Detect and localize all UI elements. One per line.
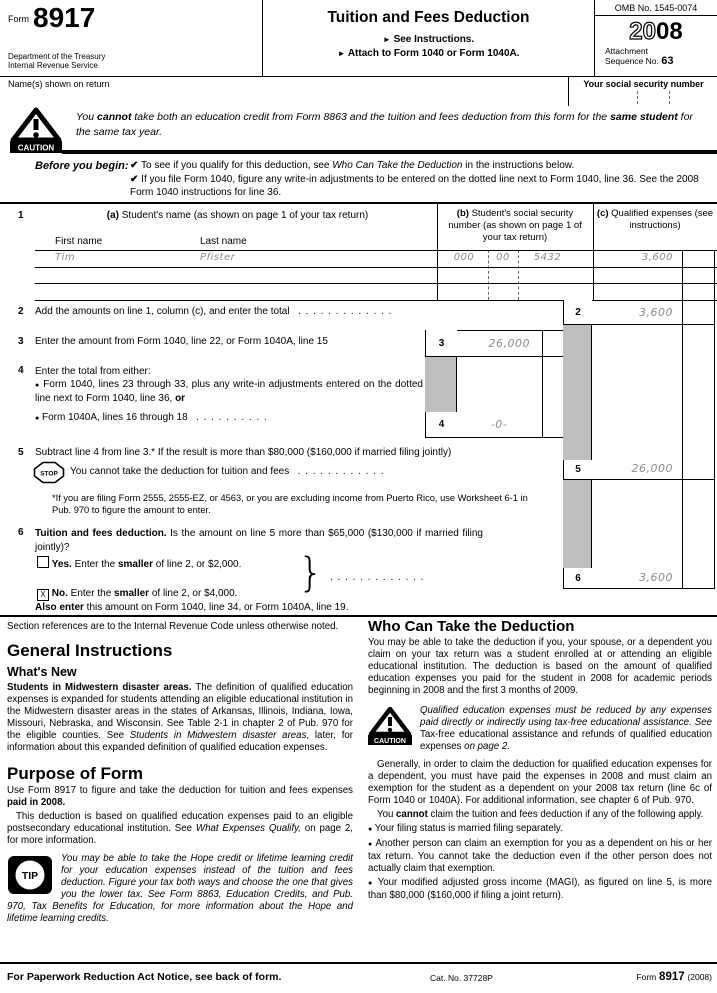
line3-value[interactable]: 26,000 <box>488 336 530 350</box>
caution-icon-label: CAUTION <box>374 738 406 745</box>
line6-box-label: 6 <box>563 568 592 588</box>
ssn-separator <box>669 91 670 104</box>
line6-also: Also enter this amount on Form 1040, line 34, or Form 1040A, line 19. <box>35 602 349 613</box>
footer-form-id: Form 8917 (2008) <box>636 971 712 983</box>
form-word: Form <box>8 14 29 24</box>
line5-footnote: *If you are filing Form 2555, 2555-EZ, or 4563, or you are excluding income from Puerto Rico, use Worksheet 6-1 in Pub. 970 to figure the amount to enter. <box>52 493 528 515</box>
tip-icon-label: TIP <box>21 870 39 882</box>
whats-new-heading: What's New <box>7 665 77 679</box>
box-grid-line <box>425 437 563 438</box>
line4-text <box>35 365 423 425</box>
line3-text: Enter the amount from Form 1040, line 22, or Form 1040A, line 15 <box>35 336 328 347</box>
omb-number: OMB No. 1545-0074 <box>595 0 717 16</box>
box-grid-line <box>714 300 715 588</box>
cannot-claim-bullet: ● Your modified adjusted gross income (MAGI), as figured on line 5, is more than $80,000 ($160,000 if filing a joint return). <box>368 877 712 901</box>
name-input-area[interactable] <box>8 87 558 105</box>
first-name-header: First name <box>55 236 103 247</box>
form-title-block <box>263 0 594 76</box>
table-grid-line <box>437 204 438 300</box>
notice-bottom-bar <box>62 150 717 154</box>
ssn-separator <box>637 91 638 104</box>
student-last-name-cell[interactable]: Pfister <box>200 252 236 263</box>
check-icon: ✔ <box>130 160 139 171</box>
agency-irs: Internal Revenue Service <box>8 61 98 70</box>
tip-text: You may be able to take the Hope credit or lifetime learning credit for your education expenses instead of the tuition and fees deduction. Figure your tax both ways and choose the one that gives you the lower tax. See Form 8863, Education Credits, and Pub. 970, Tax Benefits for Education, for more information about the Hope and lifetime learning credits. <box>7 853 353 924</box>
box-grid-line <box>682 300 683 588</box>
box-grid-line <box>563 324 715 325</box>
agency-treasury: Department of the Treasury <box>8 52 106 61</box>
box-grid-line <box>542 330 543 437</box>
who-can-take-paragraph: You may be able to take the deduction if you, your spouse, or a dependent you claim on your tax return was a student enrolled at or attending an eligible educational institution. The deduction is based on the amount of qualified education expenses you paid for the student in 2008 for academic periods beginning in 2008 and the first 3 months of 2009. <box>368 637 712 696</box>
dot-leader: . . . . . . . . . . . . . <box>330 572 425 583</box>
purpose-of-form-heading: Purpose of Form <box>7 764 144 783</box>
line4-intro: Enter the total from either: <box>35 366 151 377</box>
catalog-number: Cat. No. 37728P <box>430 973 493 983</box>
line6-number: 6 <box>18 527 24 538</box>
name-label: Name(s) shown on return <box>8 79 110 89</box>
ssn-field[interactable] <box>568 77 717 106</box>
line6-value[interactable]: 3,600 <box>639 570 673 584</box>
form-number: 8917 <box>33 2 96 33</box>
caution-block-2: CAUTION Qualified education expenses must be reduced by any expenses paid directly or indirectly using tax-free educational assistance. See Tax-free educational assistance and refunds of qualified education expenses on page 2. <box>368 705 712 753</box>
line3-box-label: 3 <box>425 330 457 356</box>
form-header <box>0 0 717 77</box>
table-grid-line <box>593 204 594 300</box>
line2-value[interactable]: 3,600 <box>639 305 673 319</box>
bullet-icon: ● <box>368 826 373 833</box>
bullet-icon: ● <box>368 841 373 848</box>
name-ssn-row <box>0 77 717 106</box>
bullet-icon: ● <box>35 382 40 389</box>
purpose-paragraph-1: Use Form 8917 to figure and take the deduction for tuition and fees expenses paid in 2008. <box>7 785 353 808</box>
sequence-label: Sequence No. <box>605 55 659 66</box>
line1-col-b-header: (b) Student's social security number (as shown on page 1 of your tax return) <box>448 208 582 243</box>
line2-text: Add the amounts on line 1, column (c), and enter the total . . . . . . . . . . . . . <box>35 306 393 317</box>
line5-text-2: You cannot take the deduction for tuition and fees . . . . . . . . . . . . <box>70 466 385 477</box>
line2-number: 2 <box>18 306 24 317</box>
table-grid-line <box>682 250 683 300</box>
line1-col-c-header: (c) Qualified expenses (see instructions) <box>596 208 714 231</box>
line2-box-label: 2 <box>563 300 592 324</box>
caution-icon <box>368 707 412 749</box>
last-name-header: Last name <box>200 236 247 247</box>
student-name-cell-empty[interactable] <box>55 268 380 282</box>
before-item-2: ✔ If you file Form 1040, figure any write-in adjustments to be entered on the dotted line next to Form 1040, line 36. See the 2008 Form 1040 instructions for line 36. <box>130 174 699 198</box>
whats-new-paragraph: Students in Midwestern disaster areas. The definition of qualified education expenses is expanded for students attending an eligible educational institution in the Midwestern disaster areas in the states of Arkansas, Illinois, Indiana, Iowa, Missouri, Nebraska, and Wisconsin. See Table 2-1 in chapter 2 of Pub. 970 for the eligible counties. See Students in Midwestern disaster areas, later, for information about this expanded definition of qualified education expenses. <box>7 682 353 753</box>
bullet-icon: ● <box>35 415 40 422</box>
dot-leader: . . . . . . . . . . <box>196 412 268 423</box>
line4-bullet-2: ● Form 1040A, lines 16 through 18 . . . . . . . . . . <box>35 412 268 423</box>
yes-checkbox[interactable] <box>37 556 49 568</box>
see-instructions: See Instructions. <box>393 34 475 45</box>
line5-box-label: 5 <box>563 460 592 479</box>
student-expenses-cell-empty[interactable] <box>595 285 673 299</box>
shaded-area <box>563 479 591 568</box>
cannot-claim-paragraph: You cannot claim the tuition and fees deduction if any of the following apply. <box>377 809 704 820</box>
dot-leader: . . . . . . . . . . . . <box>297 466 385 477</box>
line1-number: 1 <box>18 210 24 221</box>
footer-rule <box>0 962 717 964</box>
year-outline: 20 <box>629 18 656 45</box>
section-rule <box>0 202 717 204</box>
caution-notice-text: You cannot take both an education credit from Form 8863 and the tuition and fees deduction from this form for the same student for the same tax year. <box>76 111 693 138</box>
student-expenses-cell[interactable]: 3,600 <box>641 252 673 263</box>
before-you-begin-label: Before you begin: <box>35 160 129 172</box>
line5-value[interactable]: 26,000 <box>631 462 673 475</box>
stop-icon-label: STOP <box>40 470 58 478</box>
arrow-icon: ► <box>337 49 346 58</box>
omb-year-block <box>594 0 717 76</box>
table-grid-line <box>714 250 715 300</box>
instructions-divider <box>0 615 717 617</box>
line4-bullet-1: ● Form 1040, lines 23 through 33, plus any write-in adjustments entered on the dotted line next to Form 1040, line 36, or <box>35 379 423 404</box>
tip-block <box>7 853 353 925</box>
stop-icon <box>33 461 65 484</box>
student-name-cell-empty[interactable] <box>55 285 380 299</box>
attachment-label: Attachment <box>605 46 648 56</box>
bullet-icon: ● <box>368 880 374 887</box>
section-references: Section references are to the Internal Revenue Code unless otherwise noted. <box>7 621 339 632</box>
box-grid-line <box>425 356 563 357</box>
arrow-icon: ► <box>382 35 391 44</box>
box-grid-line <box>563 588 715 589</box>
caution-icon <box>10 107 62 153</box>
right-instruction-column <box>368 618 712 904</box>
student-ssn3-cell[interactable]: 5432 <box>533 252 562 263</box>
shaded-area <box>425 356 456 412</box>
line4-box-label: 4 <box>425 412 457 437</box>
who-can-take-heading: Who Can Take the Deduction <box>368 618 575 635</box>
before-item-1: ✔ To see if you qualify for this deduction, see Who Can Take the Deduction in the instructions below. <box>130 160 575 171</box>
line4-value[interactable]: -0- <box>490 418 508 431</box>
student-ssn2-cell[interactable]: 00 <box>496 252 510 263</box>
cannot-claim-bullet: ● Your filing status is married filing separately. <box>368 823 563 834</box>
brace-glyph: } <box>298 550 324 596</box>
box-grid-line <box>563 479 715 480</box>
student-ssn-cell-empty[interactable] <box>440 268 575 282</box>
student-first-name-cell[interactable]: Tim <box>55 252 76 263</box>
line5-text-1: Subtract line 4 from line 3.* If the result is more than $80,000 ($160,000 if married filing jointly) <box>35 447 452 458</box>
cannot-claim-bullet: ● Another person can claim an exemption for you as a dependent on his or her tax return. You cannot take the deduction even if the other person does not actually claim that exemption. <box>368 838 712 874</box>
line5-number: 5 <box>18 447 24 458</box>
line4-number: 4 <box>18 365 24 376</box>
tip-icon <box>7 855 53 899</box>
dependent-paragraph: Generally, in order to claim the deduction for qualified education expenses for a dependent, you must have paid the expenses in 2008 and must claim an exemption for the student as a dependent on your 2008 tax return (line 6c of Form 1040 or 1040A). For additional information, see chapter 6 of Pub. 970. <box>368 759 712 806</box>
box-grid-line <box>591 300 592 588</box>
general-instructions-heading: General Instructions <box>7 641 173 660</box>
line6-yes-row: Yes. Enter the smaller of line 2, or $2,000. <box>37 556 241 570</box>
attach-note: Attach to Form 1040 or Form 1040A. <box>347 48 520 59</box>
line1-col-a-header: (a) Student's name (as shown on page 1 of your tax return) <box>106 210 369 221</box>
student-ssn1-cell[interactable]: 000 <box>453 252 475 263</box>
form-title: Tuition and Fees Deduction <box>327 9 530 26</box>
line6-no-row: X No. Enter the smaller of line 2, or $4,000. <box>37 588 237 601</box>
form-id-block <box>0 0 263 76</box>
year-solid: 08 <box>656 18 683 45</box>
paperwork-notice: For Paperwork Reduction Act Notice, see back of form. <box>7 971 282 983</box>
ssn-label: Your social security number <box>583 79 704 89</box>
student-expenses-cell-empty[interactable] <box>595 268 673 282</box>
dot-leader: . . . . . . . . . . . . . <box>297 306 393 317</box>
sequence-number: 63 <box>661 54 674 67</box>
table-grid-line <box>35 250 717 251</box>
table-grid-line <box>35 283 717 284</box>
no-checkbox[interactable]: X <box>37 589 49 601</box>
tax-year <box>595 18 717 46</box>
line6-lead: Tuition and fees deduction. Is the amount on line 5 more than $65,000 ($130,000 if married filing jointly)? <box>35 528 483 553</box>
shaded-area <box>563 324 591 460</box>
check-icon: ✔ <box>130 174 139 185</box>
purpose-paragraph-2: This deduction is based on qualified education expenses paid to an eligible postsecondary educational institution. See What Expenses Qualify, on page 2, for more information. <box>7 811 353 846</box>
left-instruction-column <box>7 621 353 925</box>
line3-number: 3 <box>18 336 24 347</box>
caution-icon-label: CAUTION <box>17 143 55 153</box>
student-ssn-cell-empty[interactable] <box>440 285 575 299</box>
